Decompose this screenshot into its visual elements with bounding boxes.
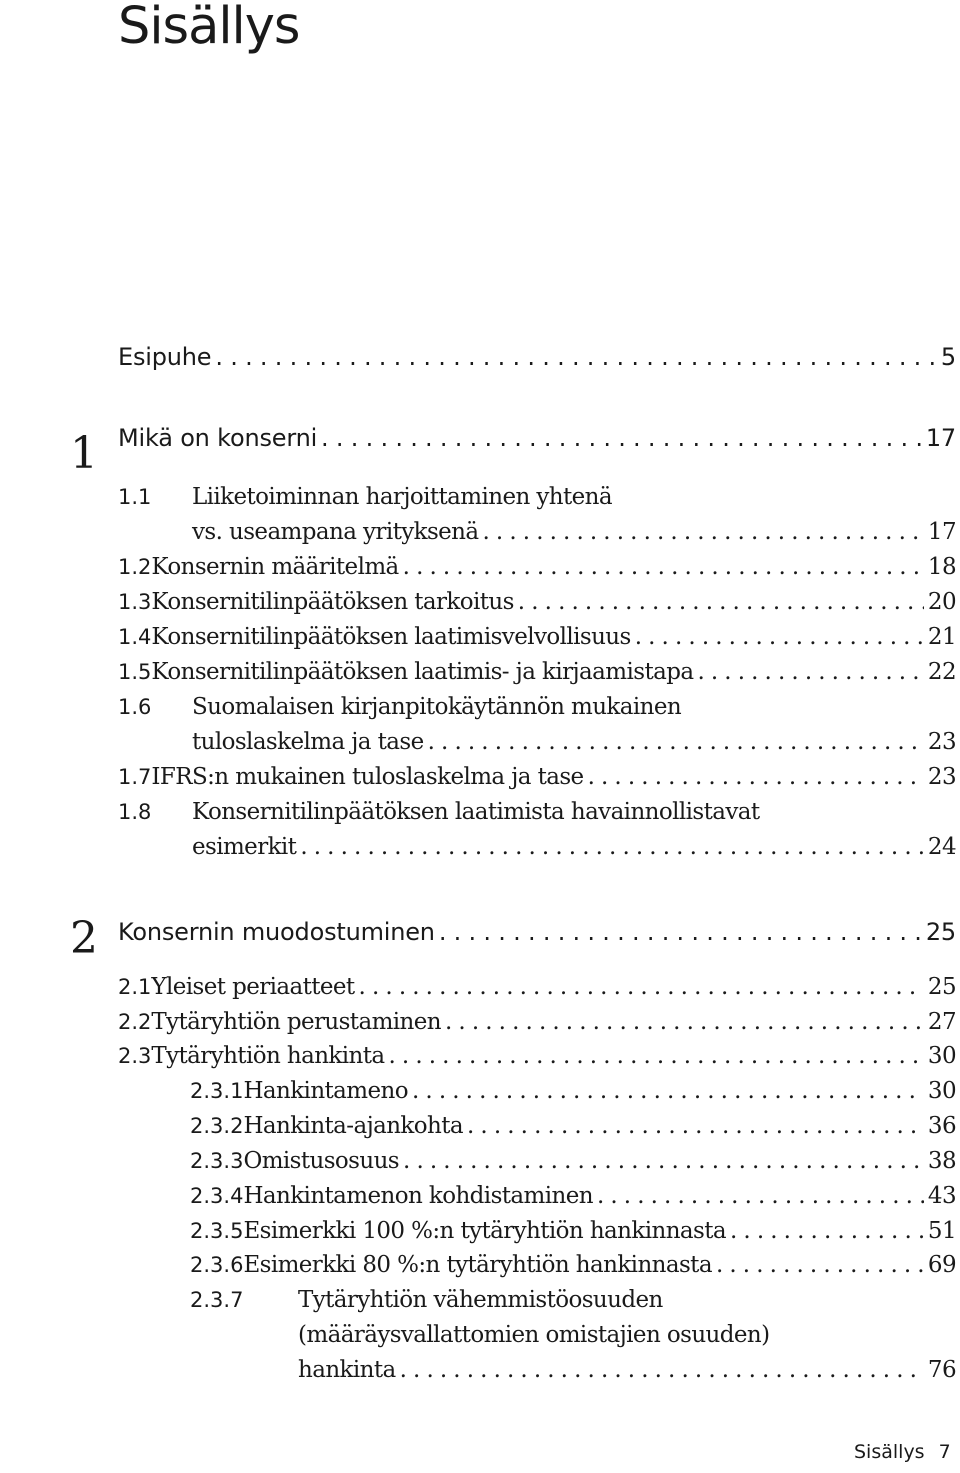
section-title: Tytäryhtiön hankinta [151,1043,385,1069]
dot-leader [403,1148,924,1174]
footer-label: Sisällys [854,1441,925,1463]
subsection-number: 2.3.1 [190,1079,244,1103]
section-title: Tytäryhtiön perustaminen [151,1009,441,1035]
toc-entry-page: 51 [927,1218,956,1244]
toc-entry-page: 17 [925,424,956,452]
dot-leader [428,729,924,755]
dot-leader [321,424,922,452]
section-title: Liiketoiminnan harjoittaminen yhtenä [192,484,612,510]
section-number: 1.1 [118,485,152,509]
subsection-title: Tytäryhtiön vähemmistöosuuden [298,1287,663,1313]
dot-leader [215,343,937,371]
toc-entry-page: 76 [927,1357,956,1383]
toc-entry-subsection[interactable] [190,1252,956,1278]
section-number: 2.2 [118,1010,152,1034]
section-title: vs. useampana yrityksenä [192,519,479,545]
dot-leader [388,1043,923,1069]
toc-entry-section-continued[interactable] [192,834,956,860]
subsection-title: Hankintamenon kohdistaminen [243,1183,593,1209]
toc-entry-subsection[interactable] [190,1183,956,1209]
section-number: 1.8 [118,800,152,824]
toc-entry-subsection[interactable] [190,1287,956,1313]
chapter-number: 2 [70,913,98,964]
toc-entry-page: 20 [927,589,956,615]
toc-entry-section[interactable] [118,764,956,790]
section-number: 1.2 [118,555,152,579]
subsection-number: 2.3.3 [190,1149,244,1173]
toc-entry-page: 5 [940,343,956,371]
section-number: 1.3 [118,590,152,614]
toc-entry-subsection[interactable] [190,1113,956,1139]
section-number: 1.4 [118,625,152,649]
section-number: 2.1 [118,975,152,999]
section-title: Yleiset periaatteet [151,974,355,1000]
section-title: Suomalaisen kirjanpitokäytännön mukainen [192,694,682,720]
toc-entry-subsection[interactable] [190,1078,956,1104]
toc-entry-page: 23 [927,764,956,790]
toc-entry-page: 22 [927,659,956,685]
section-title: IFRS:n mukainen tuloslaskelma ja tase [151,764,584,790]
toc-entry-section[interactable] [118,1009,956,1035]
section-number: 1.6 [118,695,152,719]
toc-entry-section[interactable] [118,484,956,510]
toc-entry-page: 24 [927,834,956,860]
toc-entry-page: 27 [927,1009,956,1035]
dot-leader [518,589,924,615]
dot-leader [403,554,924,580]
dot-leader [730,1218,924,1244]
subsection-number: 2.3.5 [190,1219,244,1243]
toc-entry-page: 30 [927,1078,956,1104]
toc-entry-label: Konsernin muodostuminen [118,918,435,946]
toc-entry-page: 23 [927,729,956,755]
toc-entry-page: 21 [927,624,956,650]
subsection-title-continued: (määräysvallattomien omistajien osuuden) [298,1322,770,1348]
toc-entry-page: 17 [927,519,956,545]
subsection-title: Esimerkki 80 %:n tytäryhtiön hankinnasta [243,1252,712,1278]
toc-entry-section[interactable] [118,589,956,615]
subsection-title: Hankintameno [243,1078,408,1104]
toc-entry-section[interactable] [118,799,956,825]
toc-entry-subsection[interactable] [190,1148,956,1174]
chapter-number: 1 [70,428,98,479]
toc-entry-label: Mikä on konserni [118,424,318,452]
toc-entry-page: 36 [927,1113,956,1139]
dot-leader [697,659,923,685]
toc-entry-subsection[interactable] [190,1218,956,1244]
section-title: esimerkit [192,834,297,860]
toc-entry-preface[interactable] [118,343,956,371]
section-title: Konsernitilinpäätöksen tarkoitus [151,589,514,615]
dot-leader [467,1113,924,1139]
section-title: Konsernitilinpäätöksen laatimista havainnollistavat [192,799,760,825]
dot-leader [412,1078,924,1104]
toc-entry-section[interactable] [118,659,956,685]
toc-entry-section-continued[interactable] [192,729,956,755]
subsection-title: Esimerkki 100 %:n tytäryhtiön hankinnasta [243,1218,726,1244]
dot-leader [400,1357,924,1383]
page-footer [854,1441,951,1463]
toc-entry-section[interactable] [118,1043,956,1069]
dot-leader [445,1009,924,1035]
dot-leader [635,624,924,650]
toc-entry-chapter-1[interactable] [118,424,956,452]
section-title: Konsernin määritelmä [151,554,399,580]
toc-entry-page: 30 [927,1043,956,1069]
page-title: Sisällys [118,0,300,56]
toc-entry-section[interactable] [118,694,956,720]
section-title: Konsernitilinpäätöksen laatimisvelvollisuus [151,624,631,650]
section-number: 1.5 [118,660,152,684]
toc-entry-page: 25 [925,918,956,946]
dot-leader [588,764,924,790]
toc-entry-page: 43 [927,1183,956,1209]
dot-leader [359,974,924,1000]
toc-entry-page: 18 [927,554,956,580]
toc-entry-label: Esipuhe [118,343,212,371]
subsection-number: 2.3.4 [190,1184,244,1208]
dot-leader [483,519,924,545]
dot-leader [300,834,924,860]
toc-entry-section[interactable] [118,554,956,580]
section-number: 2.3 [118,1044,152,1068]
dot-leader [716,1252,924,1278]
toc-entry-section-continued[interactable] [192,519,956,545]
subsection-title: Hankinta-ajankohta [243,1113,463,1139]
toc-entry-section[interactable] [118,624,956,650]
toc-entry-chapter-2[interactable] [118,918,956,946]
subsection-title: hankinta [298,1357,396,1383]
subsection-number: 2.3.7 [190,1288,244,1312]
subsection-title: Omistusosuus [243,1148,400,1174]
subsection-number: 2.3.6 [190,1253,244,1277]
footer-page-number: 7 [938,1441,951,1463]
dot-leader [597,1183,924,1209]
dot-leader [439,918,922,946]
subsection-number: 2.3.2 [190,1114,244,1138]
toc-entry-section[interactable] [118,974,956,1000]
section-title: tuloslaskelma ja tase [192,729,424,755]
section-number: 1.7 [118,765,152,789]
toc-entry-page: 69 [927,1252,956,1278]
section-title: Konsernitilinpäätöksen laatimis- ja kirjaamistapa [151,659,694,685]
toc-entry-page: 25 [927,974,956,1000]
toc-entry-subsection-continued[interactable] [298,1357,956,1383]
toc-entry-page: 38 [927,1148,956,1174]
